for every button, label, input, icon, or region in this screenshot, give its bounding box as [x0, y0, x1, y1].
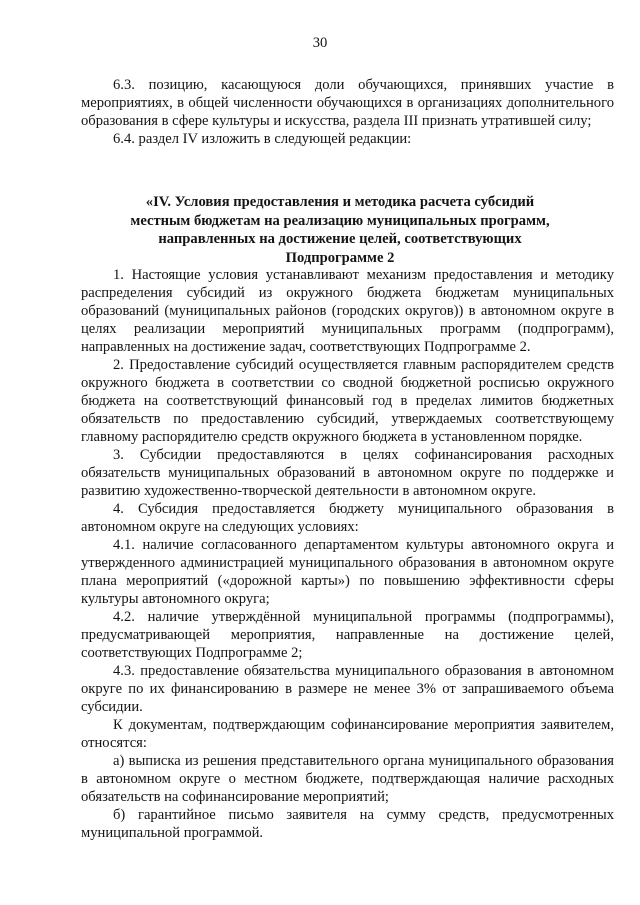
section-heading-line: Подпрограмме 2: [285, 249, 395, 266]
paragraph-4-2: 4.2. наличие утверждённой муниципальной программы (подпрограммы), предусматривающей мероприятия, направленные на достижение целей, соответствующих Подпрограмме 2;: [81, 609, 614, 661]
section-heading-line: «IV. Условия предоставления и методика расчета субсидий: [145, 194, 535, 210]
paragraph-4-1: 4.1. наличие согласованного департаментом культуры автономного округа и утвержденного администрацией муниципального образования в автономном округе плана мероприятий («дорожной карты») по повышению эффективности сферы культуры автономного округа;: [81, 537, 614, 607]
paragraph-item-b: б) гарантийное письмо заявителя на сумму средств, предусмотренных муниципальной программой.: [81, 807, 614, 841]
intro-paragraph-6-3: 6.3. позицию, касающуюся доли обучающихся, принявших участие в мероприятиях, в общей численности обучающихся в организациях дополнительного образования в сфере культуры и искусства, раздела III признать утратившей силу;: [81, 77, 614, 129]
intro-paragraph-6-4: 6.4. раздел IV изложить в следующей редакции:: [113, 131, 412, 147]
paragraph-4-3: 4.3. предоставление обязательства муниципального образования в автономном округе по их финансированию в размере не менее 3% от запрашиваемого объема субсидии.: [81, 663, 614, 715]
paragraph-1: 1. Настоящие условия устанавливают механизм предоставления и методику распределения субсидий из окружного бюджета бюджетам муниципальных образований (муниципальных районов (городских округов)) в автономном округе в целях реализации мероприятий муниципальных программ (подпрограмм), направленных на достижение задач, соответствующих Подпрограмме 2.: [81, 267, 614, 355]
section-body: [81, 266, 614, 842]
section-heading: [100, 193, 580, 267]
paragraph-4: 4. Субсидия предоставляется бюджету муниципального образования в автономном округе на следующих условиях:: [81, 501, 614, 535]
section-heading-line: направленных на достижение целей, соответствующих: [158, 231, 522, 247]
section-heading-line: местным бюджетам на реализацию муниципальных программ,: [130, 212, 550, 229]
intro-block: [81, 76, 614, 148]
paragraph-2: 2. Предоставление субсидий осуществляется главным распорядителем средств окружного бюджета в соответствии со сводной бюджетной росписью окружного бюджета на соответствующий финансовый год в пределах лимитов бюджетных обязательств по предоставлению субсидий, утверждаемых соответствующему главному распорядителю средств окружного бюджета в установленном порядке.: [81, 357, 614, 445]
paragraph-3: 3. Субсидии предоставляются в целях софинансирования расходных обязательств муниципальных образований в автономном округе по поддержке и развитию художественно-творческой деятельности в автономном округе.: [81, 447, 614, 499]
page-number: 30: [312, 35, 328, 51]
paragraph-item-a: а) выписка из решения представительного органа муниципального образования в автономном округе о местном бюджете, подтверждающая наличие расходных обязательств на софинансирование мероприятий;: [81, 753, 614, 805]
paragraph-documents: К документам, подтверждающим софинансирование мероприятия заявителем, относятся:: [81, 717, 614, 751]
